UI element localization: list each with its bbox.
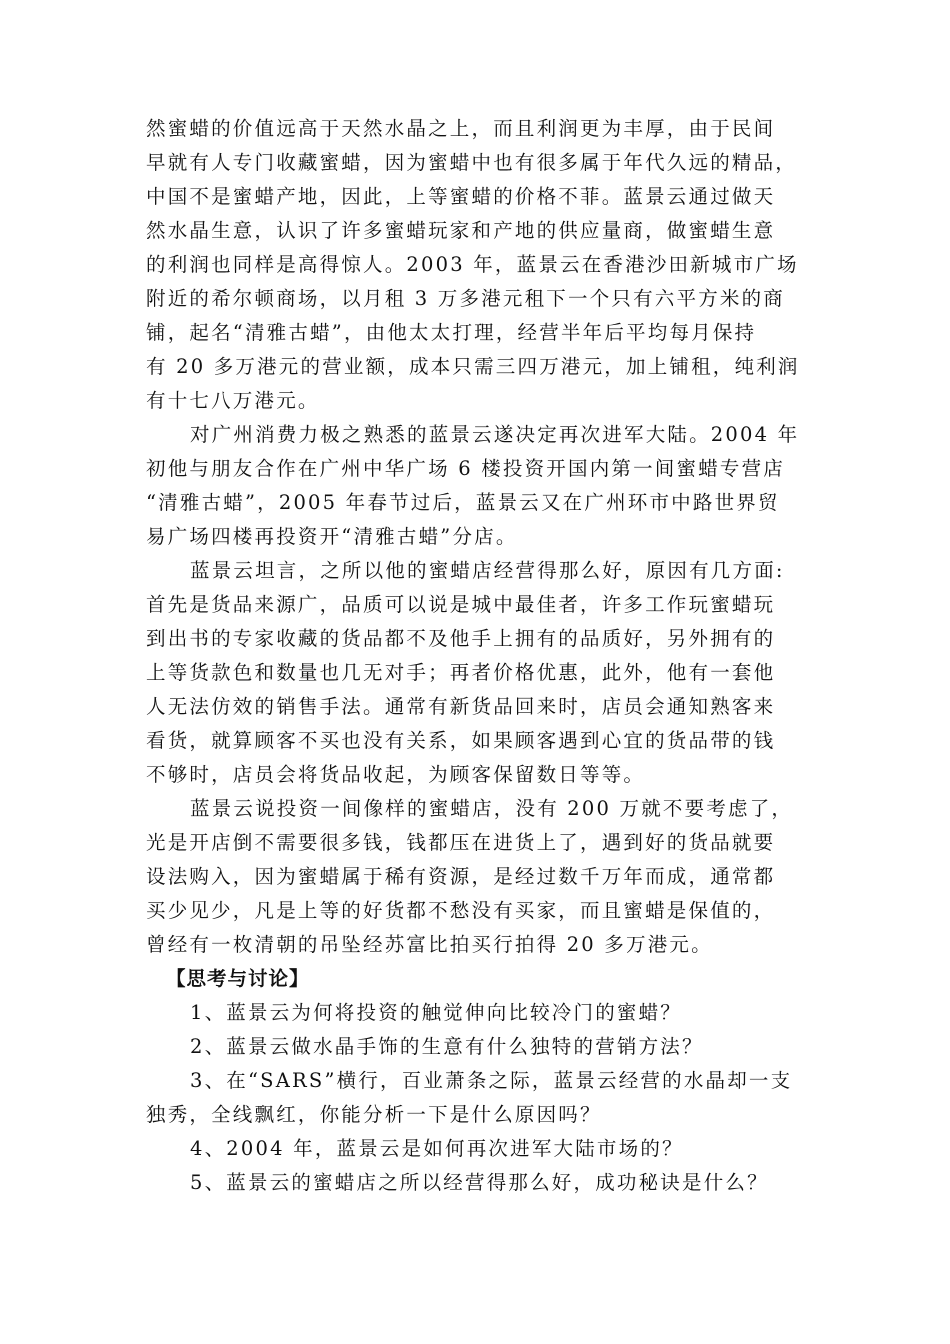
paragraph-1-line-2: 早就有人专门收藏蜜蜡，因为蜜蜡中也有很多属于年代久远的精品， [146,151,798,174]
paragraph-1-line-7: 铺，起名“清雅古蜡”，由他太太打理，经营半年后平均每月保持 [146,321,757,344]
question-3-line-1: 3、在“SARS”横行，百业萧条之际，蓝景云经营的水晶却一支 [190,1069,793,1092]
paragraph-3-line-2: 首先是货品来源广，品质可以说是城中最佳者，许多工作玩蜜蜡玩 [146,593,776,616]
question-2: 2、蓝景云做水晶手饰的生意有什么独特的营销方法？ [190,1035,704,1058]
paragraph-2-line-2: 初他与朋友合作在广州中华广场 6 楼投资开国内第一间蜜蜡专营店 [146,457,786,480]
paragraph-1-line-8: 有 20 多万港元的营业额，成本只需三四万港元，加上铺租，纯利润 [146,355,800,378]
paragraph-2-line-4: 易广场四楼再投资开“清雅古蜡”分店。 [146,525,518,548]
paragraph-3-line-5: 人无法仿效的销售手法。通常有新货品回来时，店员会通知熟客来 [146,695,776,718]
question-3-line-2: 独秀，全线飘红，你能分析一下是什么原因吗？ [146,1103,602,1126]
paragraph-1-line-1: 然蜜蜡的价值远高于天然水晶之上，而且利润更为丰厚，由于民间 [146,117,776,140]
question-1: 1、蓝景云为何将投资的触觉伸向比较冷门的蜜蜡？ [190,1001,683,1024]
paragraph-4-line-5: 曾经有一枚清朝的吊坠经苏富比拍买行拍得 20 多万港元。 [146,933,713,956]
paragraph-4-line-2: 光是开店倒不需要很多钱，钱都压在进货上了，遇到好的货品就要 [146,831,776,854]
paragraph-3-line-7: 不够时，店员会将货品收起，为顾客保留数日等等。 [146,763,646,786]
paragraph-3-line-1: 蓝景云坦言，之所以他的蜜蜡店经营得那么好，原因有几方面: [190,559,785,582]
paragraph-4-line-4: 买少见少，凡是上等的好货都不愁没有买家，而且蜜蜡是保值的， [146,899,776,922]
paragraph-2-line-1: 对广州消费力极之熟悉的蓝景云遂决定再次进军大陆。2004 年 [190,423,800,446]
paragraph-1-line-5: 的利润也同样是高得惊人。2003 年，蓝景云在香港沙田新城市广场 [146,253,799,276]
question-4: 4、2004 年，蓝景云是如何再次进军大陆市场的？ [190,1137,684,1160]
paragraph-4-line-1: 蓝景云说投资一间像样的蜜蜡店，没有 200 万就不要考虑了， [190,797,794,820]
paragraph-4-line-3: 设法购入，因为蜜蜡属于稀有资源，是经过数千万年而成，通常都 [146,865,776,888]
discussion-heading: 【思考与讨论】 [166,967,310,990]
paragraph-1-line-4: 然水晶生意，认识了许多蜜蜡玩家和产地的供应量商，做蜜蜡生意 [146,219,776,242]
paragraph-1-line-3: 中国不是蜜蜡产地，因此，上等蜜蜡的价格不菲。蓝景云通过做天 [146,185,776,208]
paragraph-3-line-4: 上等货款色和数量也几无对手；再者价格优惠，此外，他有一套他 [146,661,776,684]
paragraph-3-line-6: 看货，就算顾客不买也没有关系，如果顾客遇到心宜的货品带的钱 [146,729,776,752]
paragraph-1-line-9: 有十七八万港元。 [146,389,320,412]
paragraph-3-line-3: 到出书的专家收藏的货品都不及他手上拥有的品质好，另外拥有的 [146,627,776,650]
paragraph-1-line-6: 附近的希尔顿商场，以月租 3 万多港元租下一个只有六平方米的商 [146,287,786,310]
question-5: 5、蓝景云的蜜蜡店之所以经营得那么好，成功秘诀是什么？ [190,1171,769,1194]
paragraph-2-line-3: “清雅古蜡”，2005 年春节过后，蓝景云又在广州环市中路世界贸 [146,491,780,514]
